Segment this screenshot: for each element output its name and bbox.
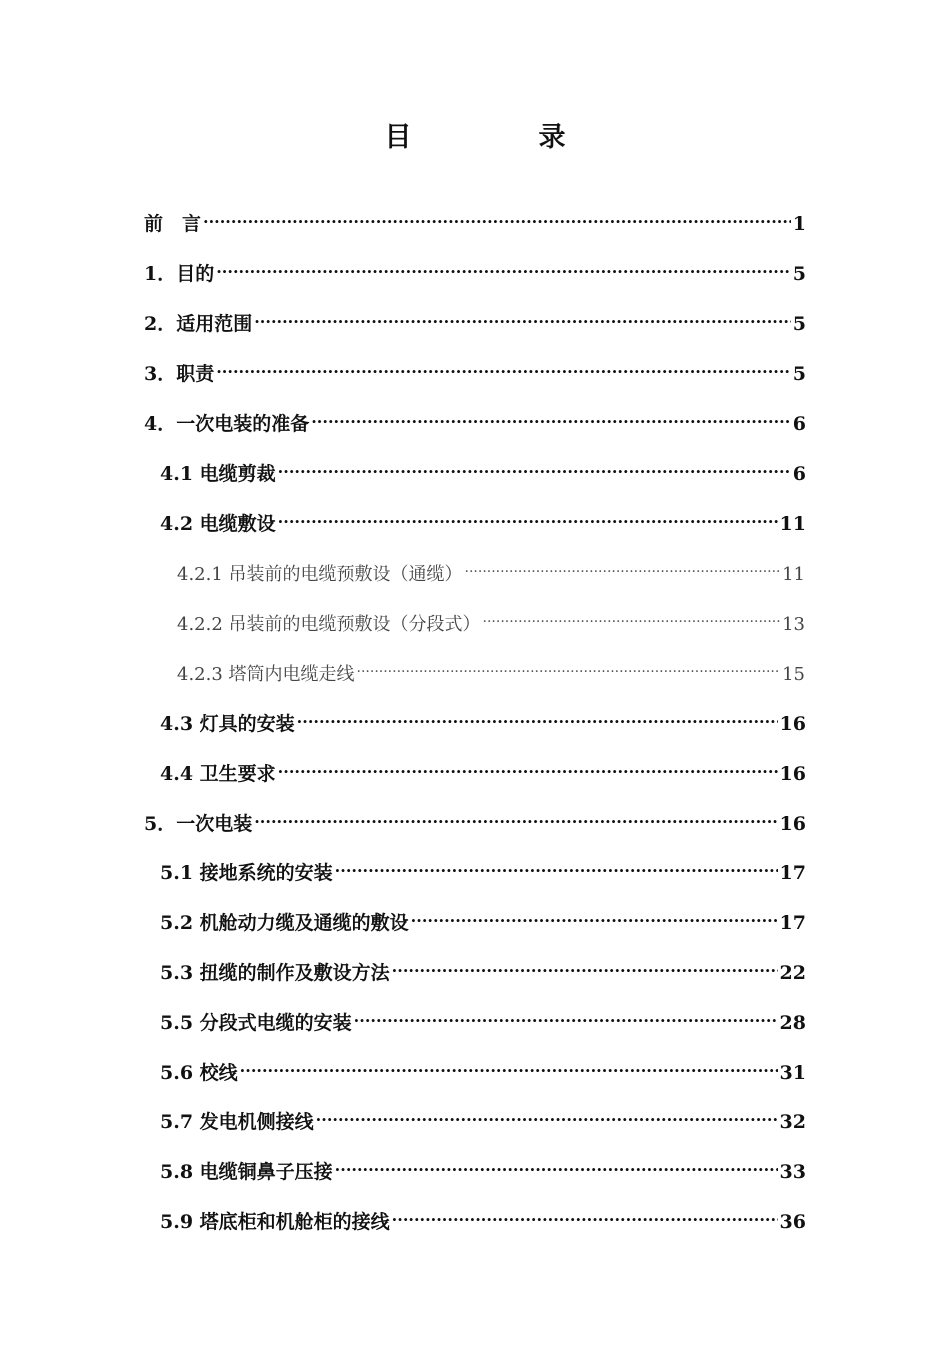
toc-entry[interactable] [144,300,806,335]
dot-leader [254,800,777,830]
dot-leader [392,1198,778,1228]
toc-entry-page: 33 [779,1161,806,1183]
toc-entry-page: 11 [779,513,806,535]
dot-leader [297,700,778,730]
toc-entry-label: 5.5 分段式电缆的安装 [160,1012,352,1034]
toc-entry[interactable] [160,700,806,735]
toc-entry-label: 5.7 发电机侧接线 [160,1111,314,1133]
toc-entry[interactable] [160,949,806,984]
toc-entry[interactable] [160,750,806,785]
toc-entry[interactable] [160,1098,806,1133]
dot-leader [278,500,778,530]
toc-entry[interactable] [177,600,805,635]
toc-entry-label: 5.2 机舱动力缆及通缆的敷设 [160,912,409,934]
toc-entry-page: 13 [782,614,805,635]
toc-entry-page: 6 [792,413,806,435]
toc-entry-page: 31 [779,1062,806,1084]
toc-entry-page: 16 [779,713,806,735]
toc-entry[interactable] [160,1049,806,1084]
toc-entry[interactable] [144,400,806,435]
dot-leader [216,350,791,380]
toc-entry[interactable] [144,250,806,285]
toc-entry[interactable] [144,800,806,835]
toc-entry-page: 1 [792,213,806,235]
toc-entry[interactable] [177,650,805,685]
toc-entry-page: 11 [782,564,805,585]
toc-entry-page: 22 [779,962,806,984]
toc-entry-page: 17 [779,862,806,884]
toc-entry-page: 15 [782,664,805,685]
page-title: 目 录 [384,122,616,153]
toc-entry-label: 5.8 电缆铜鼻子压接 [160,1161,333,1183]
toc-entry-page: 5 [792,313,806,335]
toc-entry[interactable] [160,1148,806,1183]
toc-entry-label: 4．一次电装的准备 [144,413,310,435]
toc-entry[interactable] [144,200,806,235]
toc-entry-label: 5.6 校线 [160,1062,238,1084]
toc-entry[interactable] [160,999,806,1034]
dot-leader [411,899,778,929]
toc-entry-page: 36 [779,1211,806,1233]
dot-leader [278,750,778,780]
toc-entry[interactable] [160,849,806,884]
toc-entry-label: 4.4 卫生要求 [160,763,276,785]
toc-entry-label: 5．一次电装 [144,813,253,835]
toc-entry-label: 2．适用范围 [144,313,253,335]
toc-entry-page: 16 [779,763,806,785]
dot-leader [254,300,791,330]
toc-entry-label: 5.1 接地系统的安装 [160,862,333,884]
toc-entry-label: 3．职责 [144,363,215,385]
toc-entry-label: 1．目的 [144,263,215,285]
toc-entry-page: 5 [792,363,806,385]
dot-leader [311,400,791,430]
toc-entry-label: 4.2.2 吊装前的电缆预敷设（分段式） [177,614,481,635]
dot-leader [392,949,778,979]
dot-leader [216,250,791,280]
toc-entry-page: 5 [792,263,806,285]
toc-entry-label: 4.1 电缆剪裁 [160,463,276,485]
toc-entry-label: 4.2.3 塔筒内电缆走线 [177,664,355,685]
toc-entry[interactable] [160,500,806,535]
toc-entry[interactable] [160,899,806,934]
dot-leader [354,999,778,1029]
dot-leader [465,550,781,580]
toc-entry[interactable] [177,550,805,585]
toc-entry-page: 6 [792,463,806,485]
toc-entry-page: 17 [779,912,806,934]
toc-entry-page: 28 [779,1012,806,1034]
dot-leader [316,1098,778,1128]
toc-entry[interactable] [160,450,806,485]
dot-leader [335,849,778,879]
toc-entry[interactable] [144,350,806,385]
dot-leader [240,1049,778,1079]
toc-entry[interactable] [160,1198,806,1233]
toc-entry-label: 4.3 灯具的安装 [160,713,295,735]
dot-leader [483,600,781,630]
dot-leader [357,650,781,680]
dot-leader [278,450,791,480]
toc-entry-page: 16 [779,813,806,835]
toc-entry-label: 4.2 电缆敷设 [160,513,276,535]
toc-entry-label: 5.3 扭缆的制作及敷设方法 [160,962,390,984]
dot-leader [203,200,791,230]
toc-entry-label: 5.9 塔底柜和机舱柜的接线 [160,1211,390,1233]
toc-entry-page: 32 [779,1111,806,1133]
toc-entry-label: 前 言 [144,213,202,235]
toc-entry-label: 4.2.1 吊装前的电缆预敷设（通缆） [177,564,463,585]
dot-leader [335,1148,778,1178]
